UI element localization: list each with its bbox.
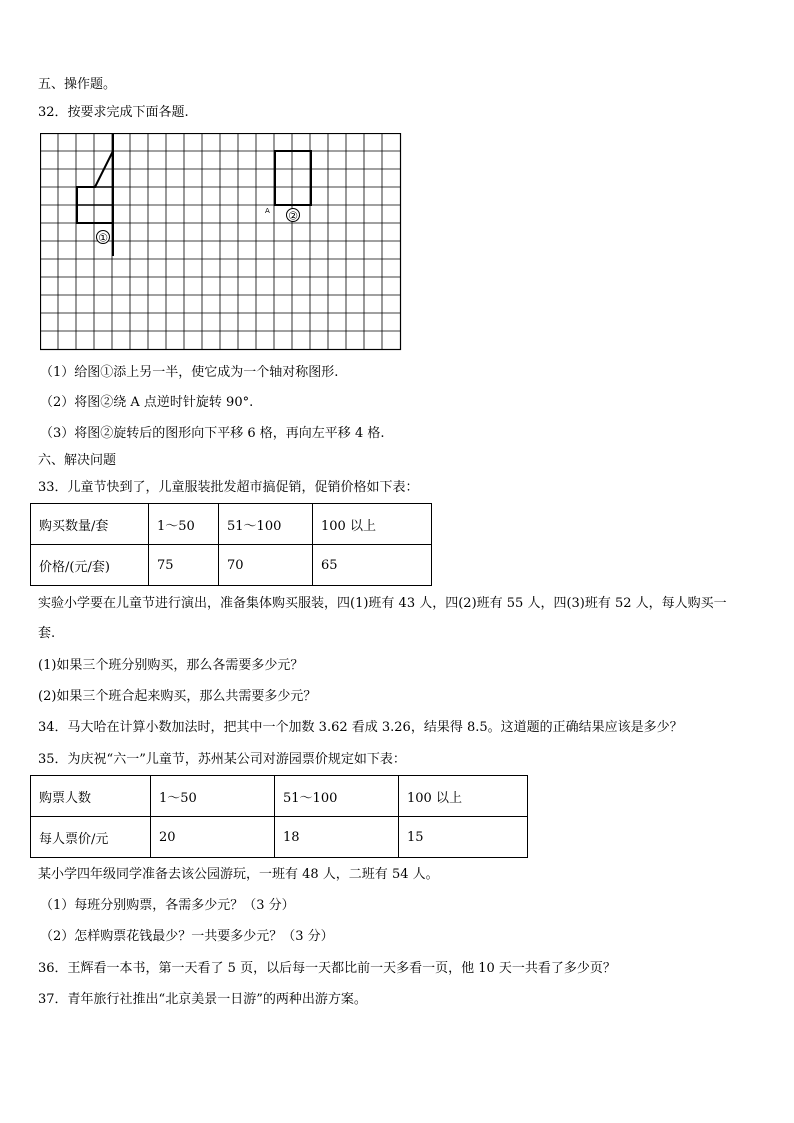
table-row xyxy=(31,545,432,586)
table-cell: 1～50 xyxy=(151,776,275,817)
section-5-heading: 五、操作题。 xyxy=(38,77,117,92)
figure-2-label: ② xyxy=(288,209,298,223)
table-cell: 15 xyxy=(399,817,528,858)
q36-text: 36．王辉看一本书，第一天看了 5 页，以后每一天都比前一天多看一页，他 10 天一共看了多少页？ xyxy=(38,961,616,976)
table-cell: 价格/(元/套) xyxy=(31,545,149,586)
table-cell: 65 xyxy=(313,545,432,586)
q32-stem: 32．按要求完成下面各题. xyxy=(38,105,189,120)
point-a-label: A xyxy=(265,207,270,215)
table-row xyxy=(31,817,528,858)
table-cell: 20 xyxy=(151,817,275,858)
q32-sub2: （2）将图②绕 A 点逆时针旋转 90°. xyxy=(40,395,254,410)
q33-sub1: (1)如果三个班分别购买，那么各需要多少元？ xyxy=(38,658,304,673)
q33-paragraph-1: 实验小学要在儿童节进行演出，准备集体购买服装，四(1)班有 43 人，四(2)班有 55 人，四(3)班有 52 人，每人购买一 xyxy=(38,596,727,611)
q35-sub1: （1）每班分别购票，各需多少元？（3 分） xyxy=(40,898,295,913)
q35-sub2: （2）怎样购票花钱最少？一共要多少元？（3 分） xyxy=(40,929,334,944)
table-cell: 购票人数 xyxy=(31,776,151,817)
q32-sub3: （3）将图②旋转后的图形向下平移 6 格，再向左平移 4 格. xyxy=(40,426,385,441)
table-cell: 75 xyxy=(149,545,219,586)
q33-stem: 33．儿童节快到了，儿童服装批发超市搞促销，促销价格如下表： xyxy=(38,480,419,495)
table-row xyxy=(31,776,528,817)
q35-paragraph: 某小学四年级同学准备去该公园游玩，一班有 48 人，二班有 54 人。 xyxy=(38,867,439,882)
figure-1-label: ① xyxy=(98,231,108,245)
section-6-heading: 六、解决问题 xyxy=(38,453,117,468)
table-cell: 1～50 xyxy=(149,504,219,545)
q33-price-table xyxy=(30,503,432,586)
table-cell: 70 xyxy=(219,545,313,586)
table-cell: 100 以上 xyxy=(399,776,528,817)
q33-paragraph-2: 套. xyxy=(38,626,56,641)
q32-sub1: （1）给图①添上另一半，使它成为一个轴对称图形. xyxy=(40,365,339,380)
q33-sub2: (2)如果三个班合起来购买，那么共需要多少元？ xyxy=(38,689,317,704)
figure-2-rectangle xyxy=(275,151,311,205)
table-cell: 51～100 xyxy=(219,504,313,545)
q37-text: 37．青年旅行社推出“北京美景一日游”的两种出游方案。 xyxy=(38,992,367,1007)
q35-stem: 35．为庆祝“六一”儿童节，苏州某公司对游园票价规定如下表： xyxy=(38,752,406,767)
grid-border xyxy=(41,134,401,350)
table-row xyxy=(31,504,432,545)
table-cell: 18 xyxy=(275,817,399,858)
table-cell: 购买数量/套 xyxy=(31,504,149,545)
table-cell: 51～100 xyxy=(275,776,399,817)
table-cell: 每人票价/元 xyxy=(31,817,151,858)
grid-figure xyxy=(40,133,402,351)
q35-ticket-table xyxy=(30,775,528,858)
q34-text: 34．马大哈在计算小数加法时，把其中一个加数 3.62 看成 3.26，结果得 8.5。这道题的正确结果应该是多少？ xyxy=(38,720,683,735)
table-cell: 100 以上 xyxy=(313,504,432,545)
